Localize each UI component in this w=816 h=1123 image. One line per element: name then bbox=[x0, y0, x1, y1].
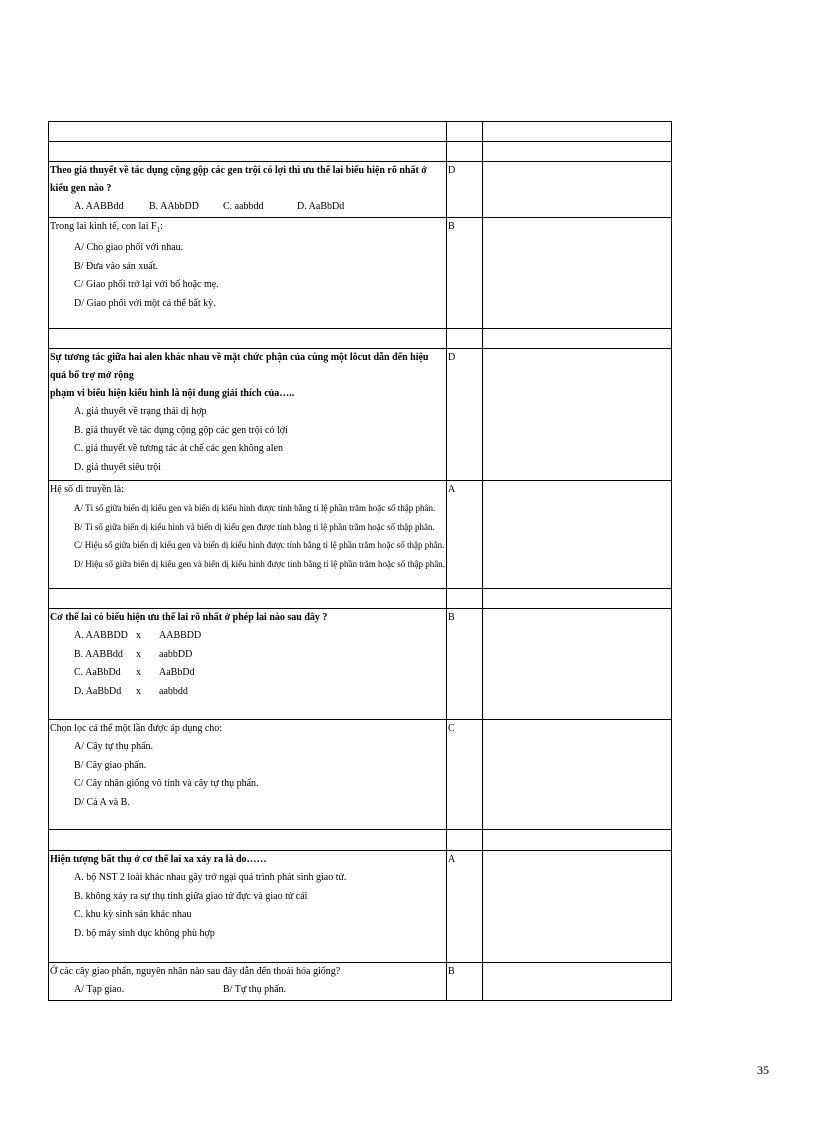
blank-row bbox=[49, 830, 672, 851]
question-cell bbox=[49, 481, 447, 589]
question-cell bbox=[49, 218, 447, 329]
notes-cell bbox=[483, 481, 672, 589]
option: A. giả thuyết về trạng thái dị hợp bbox=[74, 406, 207, 417]
option: D/ Cả A và B. bbox=[74, 796, 130, 808]
question-cell bbox=[49, 851, 447, 963]
option: B/ Đưa vào sản xuất. bbox=[74, 260, 159, 272]
options-inline bbox=[50, 198, 445, 217]
notes-cell bbox=[483, 218, 672, 329]
answer-cell: A bbox=[447, 481, 483, 589]
options-inline bbox=[50, 981, 445, 1000]
option: C. aabbdd bbox=[223, 201, 264, 212]
question-text: Theo giả thuyết về tác dụng cộng gộp các gen trội có lợi thì ưu thế lai biểu hiện rõ nhất ở kiểu gen nào ? bbox=[50, 165, 427, 194]
answer-cell: B bbox=[447, 609, 483, 720]
question-cell bbox=[49, 349, 447, 481]
option: D/ Giao phối với một cá thể bất kỳ. bbox=[74, 297, 216, 309]
cross-option: B. AABBdd x aabbDD bbox=[74, 648, 193, 660]
question-row-8 bbox=[49, 963, 672, 1001]
notes-cell bbox=[483, 349, 672, 481]
option: B/ Tỉ số giữa biến dị kiểu hình và biến dị kiểu gen được tính bằng tỉ lệ phần trăm hoặc số thập phân. bbox=[74, 521, 435, 532]
subscript: 1 bbox=[156, 226, 161, 234]
question-cell bbox=[49, 162, 447, 218]
option: B/ Cây giao phấn. bbox=[74, 759, 147, 771]
question-row-2 bbox=[49, 218, 672, 329]
question-text: phạm vi biểu hiện kiểu hình là nội dung giải thích của….. bbox=[50, 388, 295, 399]
option: A. AABBdd bbox=[74, 201, 124, 212]
option: C/ Giao phối trở lại với bố hoặc mẹ. bbox=[74, 279, 219, 290]
blank-row bbox=[49, 329, 672, 349]
question-text: Cơ thể lai có biểu hiện ưu thế lai rõ nhất ở phép lai nào sau đây ? bbox=[50, 612, 328, 623]
page-number: 35 bbox=[757, 1063, 769, 1077]
question-text: Sự tương tác giữa hai alen khác nhau về mặt chức phận của cùng một lôcut dẫn đến hiệu quả bổ trợ mở rộng bbox=[50, 352, 429, 381]
question-text: Hiện tượng bất thụ ở cơ thể lai xa xảy ra là do…… bbox=[50, 854, 267, 865]
question-table bbox=[48, 121, 671, 1001]
notes-cell bbox=[483, 963, 672, 1001]
blank-row bbox=[49, 589, 672, 609]
question-cell bbox=[49, 720, 447, 830]
option: D. giả thuyết siêu trội bbox=[74, 461, 161, 473]
notes-cell bbox=[483, 609, 672, 720]
notes-cell bbox=[483, 162, 672, 218]
question-text: Ở các cây giao phấn, nguyên nhân nào sau đây dẫn đến thoái hóa giống? bbox=[50, 966, 341, 977]
cross-option: C. AaBbDd x AaBbDd bbox=[74, 667, 195, 678]
question-row-5 bbox=[49, 609, 672, 720]
question-text: Chọn lọc cá thể một lần được áp dụng cho: bbox=[50, 723, 223, 734]
option: A/ Tạp giao. bbox=[74, 984, 125, 995]
option: B. không xảy ra sự thụ tinh giữa giao tử đực và giao tử cái bbox=[74, 890, 308, 902]
question-row-4 bbox=[49, 481, 672, 589]
blank-row bbox=[49, 122, 672, 142]
question-cell bbox=[49, 609, 447, 720]
question-text: Hệ số di truyền là: bbox=[50, 484, 124, 495]
option: B. AAbbDD bbox=[149, 201, 200, 212]
option: A/ Cho giao phối với nhau. bbox=[74, 242, 184, 253]
cross-option: D. AaBbDd x aabbdd bbox=[74, 685, 188, 697]
notes-cell bbox=[483, 720, 672, 830]
question-row-3 bbox=[49, 349, 672, 481]
answer-cell: C bbox=[447, 720, 483, 830]
option: A/ Tỉ số giữa biến dị kiểu gen và biến dị kiểu hình được tính bằng tỉ lệ phần trăm hoặc số thập phân. bbox=[74, 503, 436, 513]
question-text: Trong lai kinh tế, con lai $F_1$: bbox=[50, 221, 163, 234]
option: D/ Hiệu số giữa biến dị kiểu gen và biến dị kiểu hình được tính bằng tỉ lệ phần trăm hoặc số thập phân. bbox=[74, 558, 445, 569]
cross-option: A. AABBDD x AABBDD bbox=[74, 630, 202, 641]
option: A. bộ NST 2 loài khác nhau gây trở ngại quá trình phát sinh giao tử. bbox=[74, 872, 347, 883]
option: C/ Cây nhân giống vô tính và cây tự thụ phấn. bbox=[74, 778, 259, 789]
option: C. giả thuyết về tương tác át chế các gen không alen bbox=[74, 443, 283, 454]
option: C/ Hiệu số giữa biến dị kiểu gen và biến dị kiểu hình được tính bằng tỉ lệ phần trăm hoặc số thập phân. bbox=[74, 540, 445, 550]
option: B/ Tự thụ phấn. bbox=[223, 984, 287, 995]
option: B. giả thuyết về tác dụng cộng gộp các gen trội có lợi bbox=[74, 424, 288, 436]
answer-cell: D bbox=[447, 162, 483, 218]
answer-cell: B bbox=[447, 963, 483, 1001]
answer-cell: D bbox=[447, 349, 483, 481]
question-row-6 bbox=[49, 720, 672, 830]
notes-cell bbox=[483, 851, 672, 963]
blank-row bbox=[49, 142, 672, 162]
option: C. khu kỳ sinh sản khác nhau bbox=[74, 909, 192, 920]
question-cell bbox=[49, 963, 447, 1001]
option: D. bộ máy sinh dục không phù hợp bbox=[74, 927, 215, 939]
question-row-7 bbox=[49, 851, 672, 963]
question-row-1 bbox=[49, 162, 672, 218]
option: A/ Cây tự thụ phấn. bbox=[74, 741, 154, 752]
answer-cell: B bbox=[447, 218, 483, 329]
option: D. AaBbDd bbox=[297, 201, 345, 212]
answer-cell: A bbox=[447, 851, 483, 963]
